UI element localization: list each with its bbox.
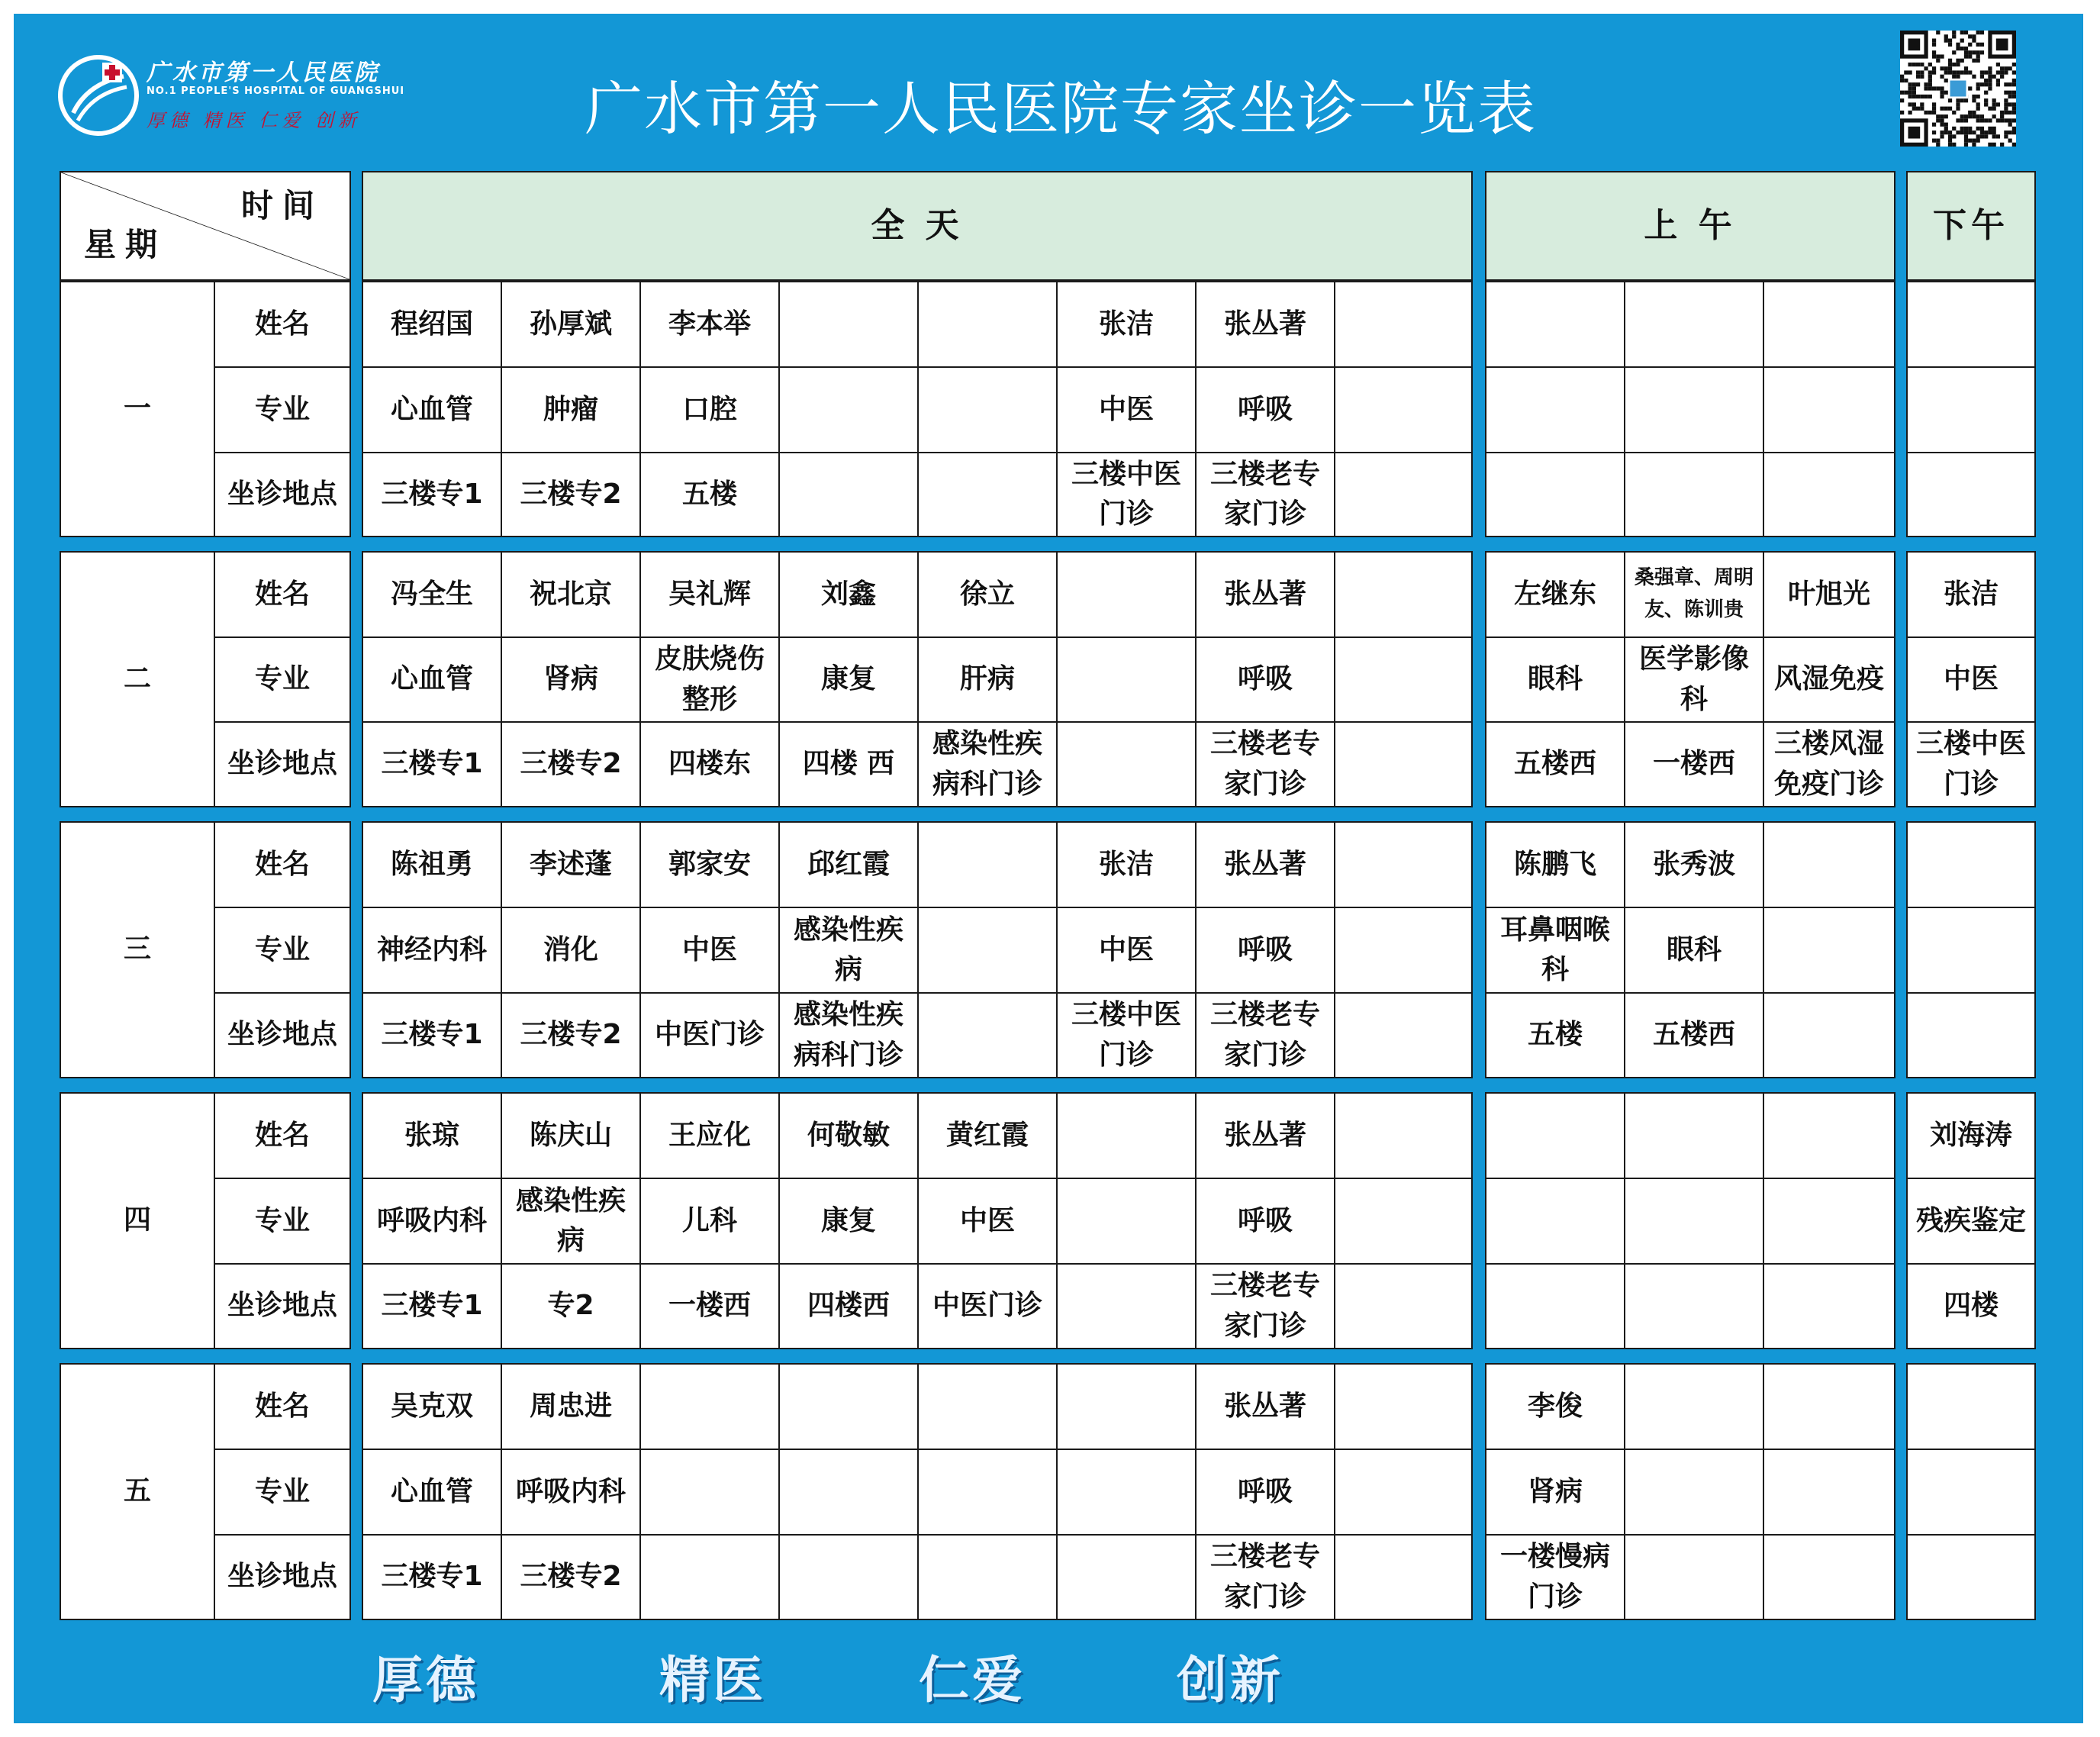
schedule-cell: 耳鼻咽喉 科 (1485, 907, 1625, 994)
schedule-cell: 儿科 (639, 1178, 780, 1265)
schedule-cell: 三楼专1 (362, 1263, 502, 1349)
row-label: 专业 (214, 907, 351, 994)
schedule-cell (1906, 281, 2036, 368)
schedule-cell: 四楼西 (778, 1263, 919, 1349)
schedule-cell: 陈庆山 (501, 1092, 641, 1179)
schedule-cell (1763, 366, 1895, 453)
schedule-cell (1624, 1363, 1764, 1450)
schedule-cell: 康复 (778, 1178, 919, 1265)
section-header-morning: 上 午 (1485, 171, 1895, 281)
schedule-cell: 残疾鉴定 (1906, 1178, 2036, 1265)
corner-week-label: 星期 (84, 226, 167, 264)
schedule-cell (639, 1449, 780, 1536)
schedule-cell (1624, 452, 1764, 537)
schedule-cell: 程绍国 (362, 281, 502, 368)
schedule-cell: 一楼西 (639, 1263, 780, 1349)
logo-english-name: NO.1 PEOPLE'S HOSPITAL OF GUANGSHUI (147, 85, 405, 97)
schedule-cell: 张秀波 (1624, 821, 1764, 908)
schedule-cell (1334, 551, 1473, 638)
schedule-cell: 三楼老专 家门诊 (1195, 1263, 1335, 1349)
row-label: 专业 (214, 636, 351, 723)
schedule-cell: 肾病 (501, 636, 641, 723)
schedule-cell: 三楼中医 门诊 (1906, 721, 2036, 807)
schedule-cell (1334, 1092, 1473, 1179)
schedule-cell: 心血管 (362, 1449, 502, 1536)
schedule-cell (1334, 636, 1473, 723)
schedule-cell: 感染性疾 病科门诊 (917, 721, 1058, 807)
section-header-full-day: 全 天 (362, 171, 1473, 281)
schedule-cell (917, 992, 1058, 1078)
schedule-cell: 呼吸 (1195, 1178, 1335, 1265)
schedule-cell (917, 1363, 1058, 1450)
schedule-cell (1624, 281, 1764, 368)
schedule-cell (1624, 1449, 1764, 1536)
schedule-cell (917, 366, 1058, 453)
schedule-cell: 冯全生 (362, 551, 502, 638)
schedule-cell (917, 281, 1058, 368)
schedule-cell: 左继东 (1485, 551, 1625, 638)
schedule-cell (1763, 1363, 1895, 1450)
schedule-cell: 皮肤烧伤 整形 (639, 636, 780, 723)
schedule-cell (1906, 821, 2036, 908)
schedule-cell: 祝北京 (501, 551, 641, 638)
schedule-cell (1624, 1092, 1764, 1179)
schedule-cell (1763, 1092, 1895, 1179)
schedule-cell (1763, 821, 1895, 908)
schedule-cell: 郭家安 (639, 821, 780, 908)
schedule-cell (778, 281, 919, 368)
schedule-cell: 张丛著 (1195, 1092, 1335, 1179)
schedule-cell: 感染性疾 病 (778, 907, 919, 994)
schedule-cell (1056, 1178, 1197, 1265)
schedule-cell (639, 1363, 780, 1450)
schedule-cell: 神经内科 (362, 907, 502, 994)
schedule-cell (1906, 1534, 2036, 1620)
schedule-cell: 张琼 (362, 1092, 502, 1179)
schedule-cell: 心血管 (362, 366, 502, 453)
motto-word-4: 创新 (1177, 1651, 1284, 1710)
schedule-cell (1763, 992, 1895, 1078)
schedule-cell: 三楼专1 (362, 452, 502, 537)
schedule-cell: 吴礼辉 (639, 551, 780, 638)
schedule-cell: 中医门诊 (639, 992, 780, 1078)
row-label: 姓名 (214, 551, 351, 638)
weekday-label: 五 (60, 1363, 215, 1620)
row-label: 姓名 (214, 1363, 351, 1450)
schedule-cell (1056, 551, 1197, 638)
schedule-cell: 三楼专2 (501, 1534, 641, 1620)
schedule-cell (1334, 366, 1473, 453)
schedule-cell: 三楼专2 (501, 992, 641, 1078)
schedule-cell: 三楼专1 (362, 721, 502, 807)
schedule-cell: 中医 (1056, 907, 1197, 994)
schedule-cell: 三楼老专 家门诊 (1195, 992, 1335, 1078)
schedule-cell (917, 821, 1058, 908)
schedule-cell (778, 452, 919, 537)
schedule-cell: 中医 (639, 907, 780, 994)
schedule-cell (1906, 366, 2036, 453)
corner-header (60, 171, 351, 281)
schedule-cell: 三楼老专 家门诊 (1195, 452, 1335, 537)
schedule-cell: 三楼中医 门诊 (1056, 992, 1197, 1078)
schedule-cell: 张洁 (1056, 281, 1197, 368)
schedule-cell: 张洁 (1056, 821, 1197, 908)
schedule-cell: 张丛著 (1195, 281, 1335, 368)
schedule-cell: 呼吸 (1195, 366, 1335, 453)
schedule-cell: 五楼 (1485, 992, 1625, 1078)
schedule-cell (778, 1449, 919, 1536)
schedule-cell: 一楼慢病 门诊 (1485, 1534, 1625, 1620)
schedule-cell (778, 1534, 919, 1620)
weekday-label: 二 (60, 551, 215, 807)
schedule-cell (1056, 1449, 1197, 1536)
schedule-cell: 口腔 (639, 366, 780, 453)
row-label: 坐诊地点 (214, 452, 351, 537)
schedule-cell (1334, 1363, 1473, 1450)
motto-word-1: 厚德 (372, 1651, 479, 1710)
schedule-cell (1334, 1534, 1473, 1620)
schedule-cell (639, 1534, 780, 1620)
schedule-cell: 张丛著 (1195, 551, 1335, 638)
schedule-cell: 五楼西 (1485, 721, 1625, 807)
schedule-cell (1624, 1263, 1764, 1349)
motto-word-3: 仁爱 (919, 1651, 1026, 1710)
schedule-cell (778, 1363, 919, 1450)
schedule-cell: 康复 (778, 636, 919, 723)
schedule-cell: 周忠进 (501, 1363, 641, 1450)
section-header-afternoon: 下午 (1906, 171, 2036, 281)
schedule-cell: 三楼专1 (362, 1534, 502, 1620)
schedule-cell: 呼吸内科 (501, 1449, 641, 1536)
schedule-cell (1763, 907, 1895, 994)
schedule-cell (917, 452, 1058, 537)
row-label: 姓名 (214, 821, 351, 908)
corner-time-label: 时间 (240, 187, 324, 224)
schedule-cell: 呼吸 (1195, 1449, 1335, 1536)
schedule-cell: 三楼风湿 免疫门诊 (1763, 721, 1895, 807)
schedule-cell (1906, 1363, 2036, 1450)
schedule-cell: 眼科 (1624, 907, 1764, 994)
schedule-cell: 三楼中医 门诊 (1056, 452, 1197, 537)
schedule-cell (917, 907, 1058, 994)
schedule-cell (1056, 721, 1197, 807)
schedule-cell: 张丛著 (1195, 821, 1335, 908)
schedule-cell: 三楼老专 家门诊 (1195, 1534, 1335, 1620)
schedule-cell: 三楼专2 (501, 452, 641, 537)
schedule-cell (778, 366, 919, 453)
schedule-cell: 中医 (917, 1178, 1058, 1265)
schedule-cell: 孙厚斌 (501, 281, 641, 368)
schedule-cell (1056, 1534, 1197, 1620)
schedule-cell (1906, 1449, 2036, 1536)
schedule-cell: 三楼老专 家门诊 (1195, 721, 1335, 807)
schedule-cell: 何敬敏 (778, 1092, 919, 1179)
schedule-cell: 心血管 (362, 636, 502, 723)
schedule-cell: 五楼西 (1624, 992, 1764, 1078)
schedule-cell (1056, 1092, 1197, 1179)
schedule-cell: 张丛著 (1195, 1363, 1335, 1450)
schedule-cell (917, 1534, 1058, 1620)
schedule-cell (1334, 992, 1473, 1078)
row-label: 坐诊地点 (214, 992, 351, 1078)
schedule-cell: 吴克双 (362, 1363, 502, 1450)
row-label: 坐诊地点 (214, 1534, 351, 1620)
schedule-cell (1624, 1534, 1764, 1620)
schedule-cell: 刘鑫 (778, 551, 919, 638)
schedule-cell (1763, 1449, 1895, 1536)
schedule-cell: 张洁 (1906, 551, 2036, 638)
row-label: 专业 (214, 1449, 351, 1536)
schedule-cell: 李俊 (1485, 1363, 1625, 1450)
schedule-cell: 专2 (501, 1263, 641, 1349)
schedule-cell (1334, 281, 1473, 368)
schedule-cell (1056, 636, 1197, 723)
schedule-cell (1334, 721, 1473, 807)
logo-hospital-name: 广水市第一人民医院 (147, 60, 380, 86)
schedule-cell: 四楼 (1906, 1263, 2036, 1349)
schedule-cell (1485, 366, 1625, 453)
schedule-cell: 呼吸 (1195, 907, 1335, 994)
schedule-cell (1056, 1363, 1197, 1450)
schedule-cell (1763, 281, 1895, 368)
schedule-cell: 中医 (1056, 366, 1197, 453)
schedule-cell (1763, 1534, 1895, 1620)
schedule-cell: 邱红霞 (778, 821, 919, 908)
schedule-cell: 三楼专2 (501, 721, 641, 807)
schedule-cell (1485, 281, 1625, 368)
schedule-cell: 叶旭光 (1763, 551, 1895, 638)
schedule-cell: 陈祖勇 (362, 821, 502, 908)
row-label: 坐诊地点 (214, 1263, 351, 1349)
schedule-cell: 肿瘤 (501, 366, 641, 453)
schedule-cell: 桑强章、周明 友、陈训贵 (1624, 551, 1764, 638)
schedule-cell: 眼科 (1485, 636, 1625, 723)
schedule-cell: 四楼 西 (778, 721, 919, 807)
schedule-cell: 五楼 (639, 452, 780, 537)
schedule-cell (1485, 1178, 1625, 1265)
schedule-cell: 刘海涛 (1906, 1092, 2036, 1179)
schedule-cell: 感染性疾 病科门诊 (778, 992, 919, 1078)
schedule-cell (1485, 1092, 1625, 1179)
schedule-cell: 三楼专1 (362, 992, 502, 1078)
schedule-cell: 中医门诊 (917, 1263, 1058, 1349)
footer-motto (0, 1639, 2100, 1708)
schedule-cell: 呼吸 (1195, 636, 1335, 723)
weekday-label: 四 (60, 1092, 215, 1349)
schedule-cell (917, 1449, 1058, 1536)
row-label: 专业 (214, 1178, 351, 1265)
schedule-cell (1763, 1263, 1895, 1349)
row-label: 姓名 (214, 281, 351, 368)
schedule-cell (1056, 1263, 1197, 1349)
schedule-cell: 徐立 (917, 551, 1058, 638)
page-title: 广水市第一人民医院专家坐诊一览表 (585, 75, 1537, 143)
schedule-cell (1334, 1449, 1473, 1536)
weekday-label: 三 (60, 821, 215, 1078)
schedule-cell (1485, 452, 1625, 537)
schedule-cell: 肾病 (1485, 1449, 1625, 1536)
schedule-cell (1624, 366, 1764, 453)
schedule-cell (1763, 452, 1895, 537)
schedule-cell (1334, 452, 1473, 537)
schedule-cell (1763, 1178, 1895, 1265)
schedule-cell: 四楼东 (639, 721, 780, 807)
schedule-cell: 一楼西 (1624, 721, 1764, 807)
logo-motto: 厚德 精医 仁爱 创新 (147, 110, 361, 131)
row-label: 坐诊地点 (214, 721, 351, 807)
schedule-cell (1906, 452, 2036, 537)
schedule-cell (1334, 907, 1473, 994)
schedule-cell: 呼吸内科 (362, 1178, 502, 1265)
schedule-cell (1624, 1178, 1764, 1265)
schedule-cell (1906, 992, 2036, 1078)
schedule-cell (1334, 821, 1473, 908)
schedule-cell: 中医 (1906, 636, 2036, 723)
weekday-label: 一 (60, 281, 215, 537)
schedule-cell: 肝病 (917, 636, 1058, 723)
schedule-cell: 感染性疾 病 (501, 1178, 641, 1265)
schedule-cell: 黄红霞 (917, 1092, 1058, 1179)
schedule-cell: 李本举 (639, 281, 780, 368)
schedule-cell: 消化 (501, 907, 641, 994)
motto-word-2: 精医 (659, 1651, 766, 1710)
schedule-cell (1334, 1263, 1473, 1349)
schedule-cell: 陈鹏飞 (1485, 821, 1625, 908)
schedule-cell (1485, 1263, 1625, 1349)
schedule-cell: 李述蓬 (501, 821, 641, 908)
row-label: 专业 (214, 366, 351, 453)
schedule-cell: 风湿免疫 (1763, 636, 1895, 723)
schedule-cell (1334, 1178, 1473, 1265)
schedule-cell: 王应化 (639, 1092, 780, 1179)
schedule-cell: 医学影像 科 (1624, 636, 1764, 723)
row-label: 姓名 (214, 1092, 351, 1179)
schedule-cell (1906, 907, 2036, 994)
